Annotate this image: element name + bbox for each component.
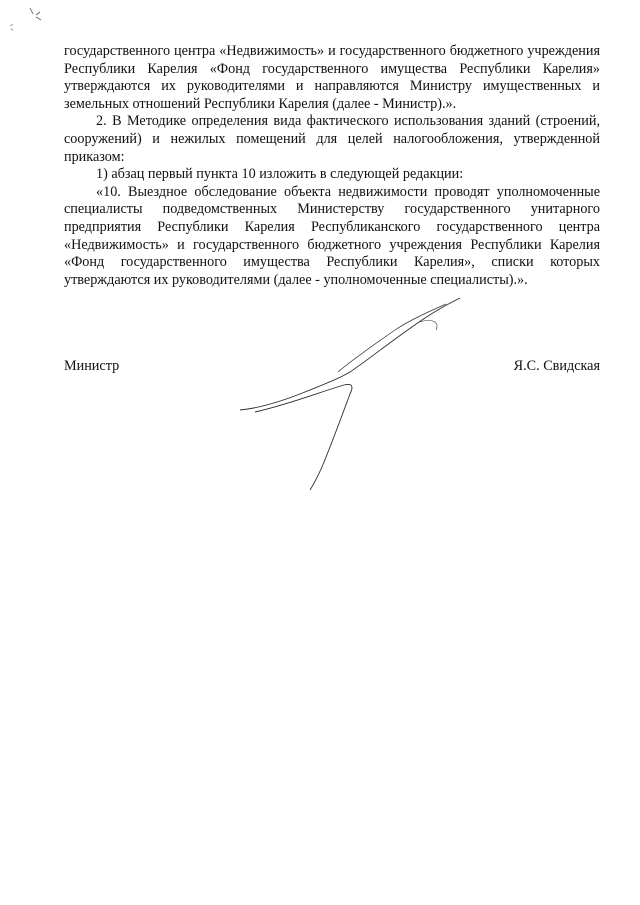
document-body (64, 43, 600, 289)
paragraph-item-2: 2. В Методике определения вида фактического использования зданий (строений, сооружений) и нежилых помещений для целей налогообложения, утвержденной приказом: (64, 113, 600, 165)
signer-name: Я.С. Свидская (513, 358, 600, 374)
paragraph-subitem-1: 1) абзац первый пункта 10 изложить в следующей редакции: (96, 166, 464, 183)
paragraph-continuation: государственного центра «Недвижимость» и государственного бюджетного учреждения Республики Карелия «Фонд государственного имущества Республики Карелия» утверждаются их руководителями и направляются Министру имущественных и земельных отношений Республики Карелия (далее - Министр).». (64, 43, 600, 112)
paragraph-quoted-clause-10: «10. Выездное обследование объекта недвижимости проводят уполномоченные специалисты подведомственных Министерству государственного унитарного предприятия Республики Карелия Республиканского государственного центра «Недвижимость» и государственного бюджетного учреждения Республики Карелия «Фонд государственного имущества Республики Карелия», списки которых утверждаются их руководителями (далее - уполномоченные специалисты).». (64, 183, 600, 288)
signer-role: Министр (64, 358, 120, 374)
corner-scan-mark (0, 0, 60, 40)
